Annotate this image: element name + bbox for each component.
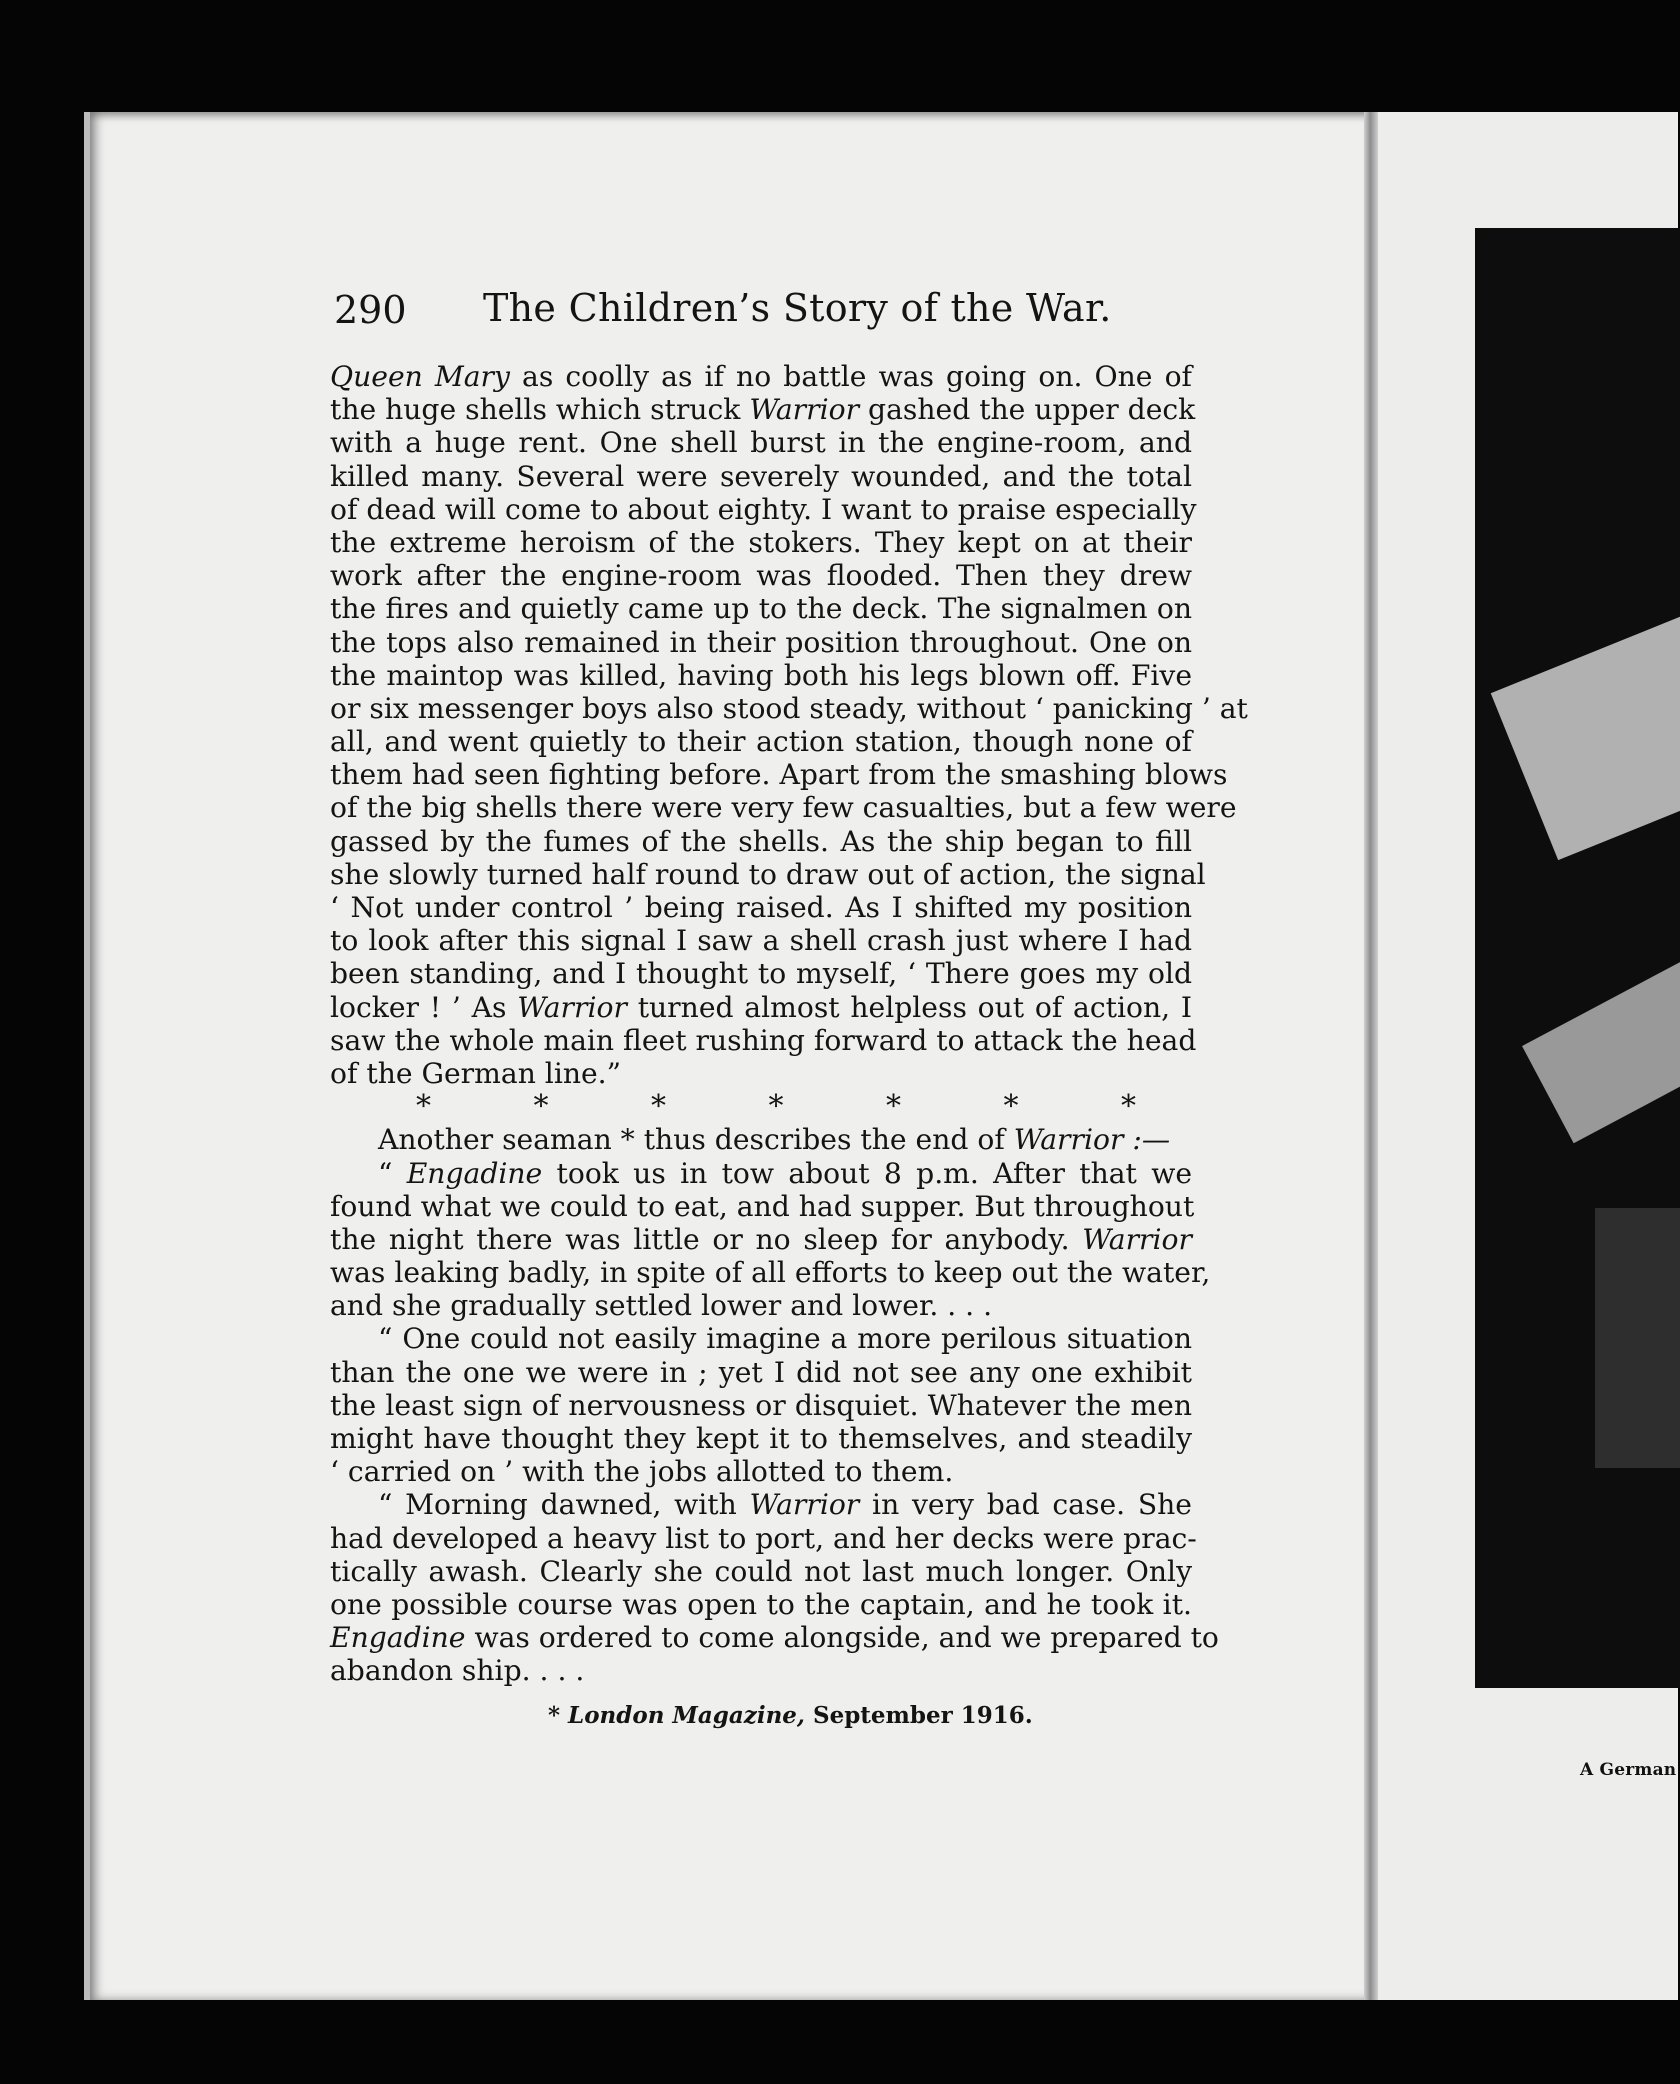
text-run: killed many. Several were severely wounded, and the total (330, 459, 1192, 493)
text-run: was ordered to come alongside, and we prepared to (465, 1621, 1219, 1655)
photo-highlight (1522, 943, 1680, 1143)
text-run: of dead will come to about eighty. I want to praise especially (330, 492, 1197, 526)
italic-text: Warrior (517, 990, 627, 1024)
footnote-marker: * (548, 1702, 569, 1729)
text-run: the night there was little or no sleep for anybody. (330, 1222, 1083, 1256)
text-line (330, 1356, 1192, 1389)
text-run: work after the engine-room was flooded. Then they drew (330, 559, 1192, 593)
text-run: of the big shells there were very few casualties, but a few were (330, 791, 1237, 825)
text-line (330, 1189, 1195, 1223)
text-run: turned almost helpless out of action, I (626, 990, 1192, 1024)
second-account (330, 1123, 1219, 1688)
text-line (330, 1223, 1192, 1256)
text-line (330, 1023, 1197, 1057)
italic-text: Warrior (749, 1488, 860, 1522)
text-line (330, 426, 1192, 459)
footnote-date: September 1916. (804, 1702, 1033, 1729)
text-run: gashed the upper deck (859, 393, 1196, 427)
text-run: abandon ship. . . . (330, 1654, 585, 1688)
text-run: and she gradually settled lower and lower. . . . (330, 1289, 993, 1323)
text-run: took us in tow about 8 p.m. After that we (542, 1156, 1192, 1190)
text-line (330, 1289, 1192, 1322)
text-run: the tops also remained in their position throughout. One on (330, 625, 1192, 659)
text-line (330, 1422, 1192, 1455)
text-run: of the German line.” (330, 1056, 622, 1090)
page-number: 290 (334, 288, 407, 332)
italic-text: Warrior (749, 393, 860, 427)
italic-text: Warrior :— (1013, 1123, 1171, 1157)
text-line (330, 360, 1192, 393)
italic-text: Engadine (330, 1621, 466, 1655)
text-line (330, 1057, 1192, 1090)
text-run: Another seaman * thus describes the end of (378, 1123, 1014, 1157)
text-line (330, 758, 1228, 792)
italic-text: Queen Mary (330, 360, 510, 393)
text-run: than the one we were in ; yet I did not see any one exhibit (330, 1355, 1192, 1389)
footnote-source: London Magazine, (568, 1702, 805, 1729)
text-line (330, 526, 1192, 559)
text-run: tically awash. Clearly she could not last much longer. Only (330, 1554, 1192, 1588)
text-run: the least sign of nervousness or disquiet. Whatever the men (330, 1388, 1192, 1422)
separator-asterisk: * (886, 1089, 901, 1125)
text-run: ‘ Not under control ’ being raised. As I shifted my position (330, 891, 1192, 924)
body-text (330, 360, 1248, 1688)
separator-asterisk: * (1003, 1089, 1019, 1125)
photo-plate (1475, 228, 1680, 1688)
text-run: one possible course was open to the captain, and he took it. (330, 1587, 1192, 1621)
text-line (330, 492, 1197, 526)
text-line (330, 1455, 1192, 1488)
text-line (330, 1654, 1192, 1687)
text-line (330, 924, 1192, 957)
text-run: them had seen fighting before. Apart from the smashing blows (330, 758, 1228, 792)
text-line (330, 725, 1192, 758)
text-run: gassed by the fumes of the shells. As the ship began to fill (330, 824, 1192, 858)
section-separator (416, 1090, 1136, 1123)
text-run: the extreme heroism of the stokers. They kept on at their (330, 525, 1192, 559)
photo-shadow (1595, 1208, 1680, 1468)
text-line (330, 1588, 1192, 1621)
text-run: with a huge rent. One shell burst in the engine-room, and (330, 426, 1192, 460)
text-line (330, 1521, 1197, 1555)
text-line (330, 791, 1237, 825)
text-line (330, 1555, 1192, 1588)
text-line (330, 460, 1192, 493)
text-line (330, 857, 1206, 891)
italic-text: Warrior (1082, 1222, 1192, 1256)
text-line (330, 592, 1192, 625)
text-line (330, 1621, 1219, 1655)
separator-asterisk: * (1121, 1089, 1136, 1125)
running-title: The Children’s Story of the War. (483, 286, 1112, 330)
text-run: found what we could to eat, and had supper. But throughout (330, 1189, 1195, 1223)
separator-asterisk: * (416, 1089, 431, 1125)
text-line (330, 1322, 1192, 1355)
photo-caption: A German (1580, 1760, 1677, 1780)
text-run: she slowly turned half round to draw out of action, the signal (330, 857, 1206, 891)
text-run: might have thought they kept it to themselves, and steadily (330, 1422, 1192, 1455)
text-run: been standing, and I thought to myself, ‘ There goes my old (330, 957, 1192, 991)
text-line (330, 891, 1192, 924)
text-run: the huge shells which struck (330, 393, 750, 427)
narrative-paragraph (330, 360, 1248, 1090)
book-gutter (1364, 112, 1378, 2000)
footnote (548, 1702, 1033, 1729)
text-line (330, 957, 1192, 990)
text-run: to look after this signal I saw a shell crash just where I had (330, 924, 1192, 958)
text-run: as coolly as if no battle was going on. One of (509, 360, 1192, 393)
text-line (330, 991, 1192, 1024)
text-run: or six messenger boys also stood steady, without ‘ panicking ’ at (330, 691, 1248, 725)
text-run: “ Morning dawned, with (378, 1488, 750, 1522)
text-line (330, 1123, 1192, 1156)
text-run: locker ! ’ As (330, 990, 518, 1024)
text-line (330, 1157, 1192, 1190)
text-run: ‘ carried on ’ with the jobs allotted to them. (330, 1455, 954, 1489)
separator-asterisk: * (533, 1089, 549, 1125)
italic-text: Engadine (406, 1156, 543, 1190)
text-run: was leaking badly, in spite of all efforts to keep out the water, (330, 1256, 1211, 1290)
text-run: “ (378, 1156, 407, 1190)
photo-highlight (1491, 596, 1680, 860)
text-line (330, 1389, 1192, 1422)
text-line (330, 1256, 1211, 1290)
text-run: saw the whole main fleet rushing forward to attack the head (330, 1023, 1197, 1057)
text-run: the fires and quietly came up to the deck. The signalmen on (330, 592, 1192, 626)
separator-asterisk: * (651, 1089, 666, 1125)
text-line (330, 659, 1192, 692)
text-run: all, and went quietly to their action station, though none of (330, 725, 1192, 759)
separator-asterisk: * (768, 1089, 784, 1125)
text-line (330, 825, 1192, 858)
text-line (330, 393, 1196, 427)
text-line (330, 626, 1192, 659)
text-line (330, 691, 1248, 725)
text-run: the maintop was killed, having both his legs blown off. Five (330, 658, 1192, 692)
text-run: had developed a heavy list to port, and her decks were prac- (330, 1521, 1197, 1555)
text-line (330, 1488, 1192, 1521)
text-run: in very bad case. She (859, 1488, 1192, 1522)
text-run: “ One could not easily imagine a more perilous situation (378, 1322, 1192, 1356)
text-line (330, 559, 1192, 592)
